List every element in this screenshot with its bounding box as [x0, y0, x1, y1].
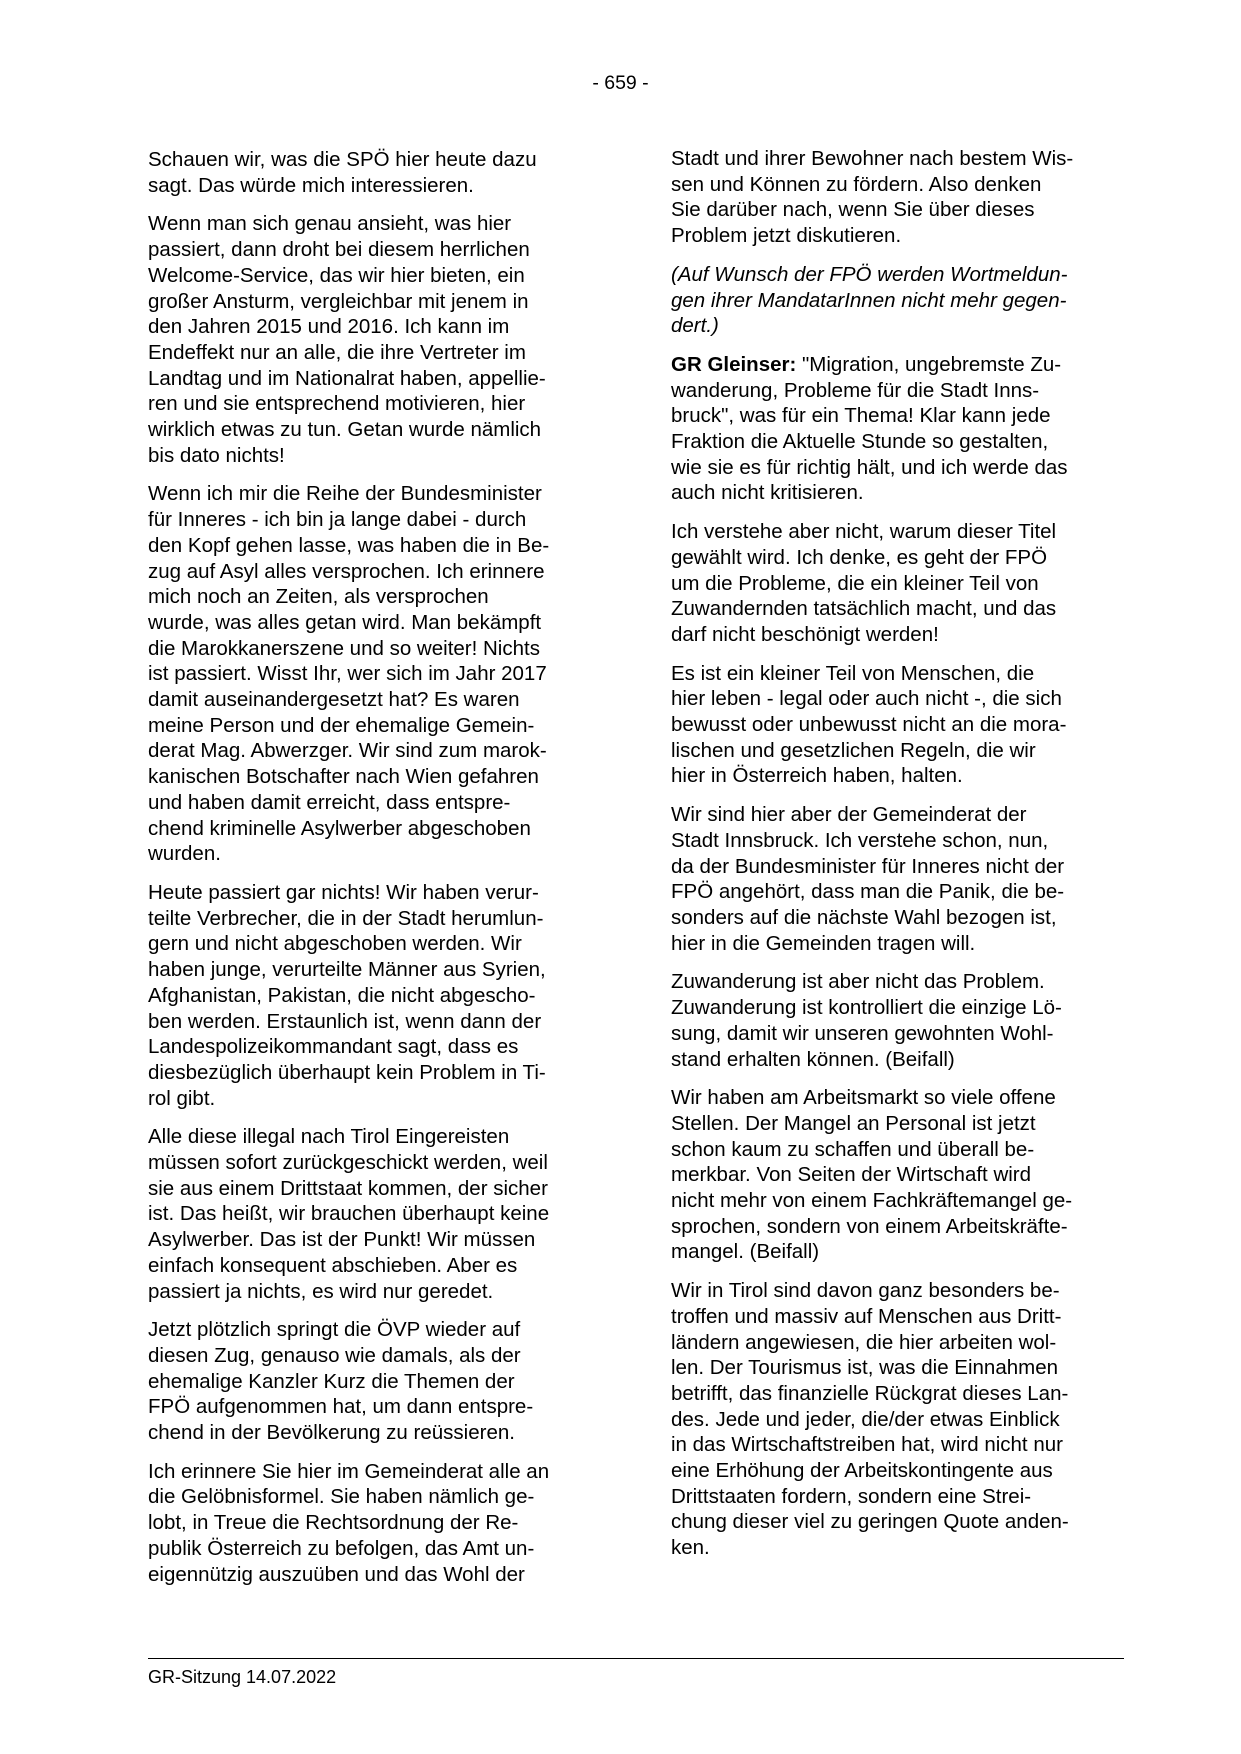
text-line: Afghanistan, Pakistan, die nicht abgescho- — [148, 983, 536, 1007]
paragraph — [148, 1124, 603, 1304]
text-line: ren und sie entsprechend motivieren, hier — [148, 392, 526, 416]
text-line: bis dato nichts! — [148, 443, 285, 467]
paragraph — [671, 969, 1129, 1072]
text-line: für Inneres - ich bin ja lange dabei - durch — [148, 508, 527, 532]
text-line: len. Der Tourismus ist, was die Einnahmen — [671, 1356, 1059, 1380]
text-line: auch nicht kritisieren. — [671, 481, 864, 505]
text-line: damit auseinandergesetzt hat? Es waren — [148, 688, 520, 712]
text-line: kanischen Botschafter nach Wien gefahren — [148, 765, 539, 789]
paragraph — [148, 481, 603, 867]
text-line: des. Jede und jeder, die/der etwas Einblick — [671, 1407, 1060, 1431]
text-line: wirklich etwas zu tun. Getan wurde nämlich — [148, 418, 542, 442]
text-line: Problem jetzt diskutieren. — [671, 224, 902, 248]
text-line: Zuwandernden tatsächlich macht, und das — [671, 597, 1057, 621]
text-line: betrifft, das finanzielle Rückgrat dieses Lan- — [671, 1381, 1069, 1405]
text-line: stand erhalten können. (Beifall) — [671, 1047, 955, 1071]
text-line: die Marokkanerszene und so weiter! Nichts — [148, 636, 540, 660]
text-line: Landespolizeikommandant sagt, dass es — [148, 1035, 519, 1059]
text-line: eigennützig auszuüben und das Wohl der — [148, 1562, 525, 1586]
text-line: passiert, dann droht bei diesem herrlichen — [148, 238, 530, 262]
text-line: zug auf Asyl alles versprochen. Ich erinnere — [148, 559, 545, 583]
text-line: mich noch an Zeiten, als versprochen — [148, 585, 489, 609]
footer-session-date: GR-Sitzung 14.07.2022 — [148, 1667, 337, 1687]
text-line: den Kopf gehen lasse, was haben die in Be- — [148, 533, 550, 557]
text-line: hier in die Gemeinden tragen will. — [671, 931, 976, 955]
text-line: in das Wirtschaftstreiben hat, wird nicht nur — [671, 1433, 1063, 1457]
text-line: Wenn ich mir die Reihe der Bundesminister — [148, 482, 542, 506]
text-line: müssen sofort zurückgeschickt werden, weil — [148, 1151, 548, 1175]
paragraph — [671, 1278, 1129, 1561]
text-line: haben junge, verurteilte Männer aus Syrien, — [148, 958, 546, 982]
text-line: lischen und gesetzlichen Regeln, die wir — [671, 738, 1036, 762]
paragraph — [671, 661, 1129, 790]
page-number: - 659 - — [592, 72, 649, 94]
paragraph — [148, 1459, 603, 1588]
paragraph — [671, 262, 1129, 339]
text-line: schon kaum zu schaffen und überall be- — [671, 1137, 1035, 1161]
footer-divider — [148, 1658, 1124, 1659]
text-line: ben werden. Erstaunlich ist, wenn dann der — [148, 1009, 542, 1033]
text-line: Schauen wir, was die SPÖ hier heute dazu — [148, 148, 537, 171]
text-line: lobt, in Treue die Rechtsordnung der Re- — [148, 1511, 519, 1535]
paragraph — [148, 1317, 603, 1446]
text-line: wie sie es für richtig hält, und ich werde das — [671, 455, 1068, 479]
text-line: gern und nicht abgeschoben werden. Wir — [148, 932, 522, 956]
text-fragment: "Migration, ungebremste Zu- — [796, 352, 1062, 376]
text-line: sagt. Das würde mich interessieren. — [148, 173, 474, 197]
text-line: einfach konsequent abschieben. Aber es — [148, 1253, 518, 1277]
text-line: hier in Österreich haben, halten. — [671, 764, 963, 788]
text-line: chend kriminelle Asylwerber abgeschoben — [148, 816, 531, 840]
text-line: ehemalige Kanzler Kurz die Themen der — [148, 1369, 515, 1393]
text-line: meine Person und der ehemalige Gemein- — [148, 713, 535, 737]
paragraph — [671, 146, 1129, 249]
text-line: merkbar. Von Seiten der Wirtschaft wird — [671, 1163, 1032, 1187]
text-line: (Auf Wunsch der FPÖ werden Wortmeldun- — [671, 262, 1068, 286]
text-line: Landtag und im Nationalrat haben, appellie- — [148, 366, 546, 390]
text-line: Ich erinnere Sie hier im Gemeinderat alle an — [148, 1459, 550, 1483]
text-line: troffen und massiv auf Menschen aus Dritt- — [671, 1304, 1062, 1328]
text-line: Es ist ein kleiner Teil von Menschen, die — [671, 661, 1035, 685]
text-line: mangel. (Beifall) — [671, 1240, 820, 1264]
text-line: diesbezüglich überhaupt kein Problem in Ti- — [148, 1060, 546, 1084]
paragraph — [671, 352, 1129, 506]
text-line: passiert ja nichts, es wird nur geredet. — [148, 1279, 494, 1303]
text-line: Stellen. Der Mangel an Personal ist jetzt — [671, 1111, 1036, 1135]
text-line: Zuwanderung ist kontrolliert die einzige Lö- — [671, 996, 1062, 1020]
paragraph — [671, 802, 1129, 956]
text-line: chung dieser viel zu geringen Quote anden- — [671, 1510, 1069, 1534]
text-line: großer Ansturm, vergleichbar mit jenem in — [148, 289, 529, 313]
text-line: dert.) — [671, 314, 719, 338]
text-line: den Jahren 2015 und 2016. Ich kann im — [148, 315, 510, 339]
text-line: sprochen, sondern von einem Arbeitskräfte- — [671, 1214, 1068, 1238]
text-line: da der Bundesminister für Inneres nicht der — [671, 854, 1065, 878]
text-line: nicht mehr von einem Fachkräftemangel ge- — [671, 1189, 1073, 1213]
text-line: Heute passiert gar nichts! Wir haben verur- — [148, 880, 539, 904]
text-line: ländern angewiesen, die hier arbeiten wol- — [671, 1330, 1057, 1354]
paragraph — [148, 211, 603, 468]
text-line: darf nicht beschönigt werden! — [671, 622, 939, 646]
text-line: gewählt wird. Ich denke, es geht der FPÖ — [671, 545, 1048, 569]
text-line: sie aus einem Drittstaat kommen, der sicher — [148, 1176, 548, 1200]
text-line: sonders auf die nächste Wahl bezogen ist, — [671, 905, 1057, 929]
text-line: wurde, was alles getan wird. Man bekämpft — [148, 610, 542, 634]
text-line: Wenn man sich genau ansieht, was hier — [148, 212, 512, 236]
text-line: publik Österreich zu befolgen, das Amt un- — [148, 1536, 535, 1560]
text-line: hier leben - legal oder auch nicht -, die sich — [671, 687, 1062, 711]
text-line: wurden. — [148, 842, 221, 866]
text-line: Jetzt plötzlich springt die ÖVP wieder auf — [148, 1318, 521, 1342]
text-line: Zuwanderung ist aber nicht das Problem. — [671, 970, 1045, 994]
text-line: teilte Verbrecher, die in der Stadt herumlun- — [148, 906, 544, 930]
text-line: Wir haben am Arbeitsmarkt so viele offene — [671, 1086, 1056, 1110]
left-column — [148, 147, 603, 1600]
text-line: ist. Das heißt, wir brauchen überhaupt keine — [148, 1202, 550, 1226]
text-line: Alle diese illegal nach Tirol Eingereisten — [148, 1125, 510, 1149]
text-line: sen und Können zu fördern. Also denken — [671, 172, 1042, 196]
text-line: rol gibt. — [148, 1086, 216, 1110]
text-line: Drittstaaten fordern, sondern eine Strei- — [671, 1484, 1032, 1508]
text-line: chend in der Bevölkerung zu reüssieren. — [148, 1421, 515, 1445]
text-line: wanderung, Probleme für die Stadt Inns- — [671, 378, 1040, 402]
text-line: diesen Zug, genauso wie damals, als der — [148, 1343, 521, 1367]
text-line: Welcome-Service, das wir hier bieten, ein — [148, 263, 525, 287]
text-line: eine Erhöhung der Arbeitskontingente aus — [671, 1459, 1053, 1483]
text-line: FPÖ aufgenommen hat, um dann entspre- — [148, 1395, 534, 1419]
text-line: die Gelöbnisformel. Sie haben nämlich ge- — [148, 1485, 535, 1509]
paragraph — [671, 1085, 1129, 1265]
text-line: bruck", was für ein Thema! Klar kann jede — [671, 404, 1051, 428]
text-line — [671, 352, 1129, 378]
text-line: gen ihrer MandatarInnen nicht mehr gegen- — [671, 288, 1067, 312]
text-line: Endeffekt nur an alle, die ihre Vertreter im — [148, 340, 526, 364]
text-line: ken. — [671, 1536, 710, 1560]
speaker-name: GR Gleinser: — [671, 352, 797, 376]
paragraph — [671, 519, 1129, 648]
text-line: Fraktion die Aktuelle Stunde so gestalten, — [671, 430, 1049, 454]
text-line: Ich verstehe aber nicht, warum dieser Titel — [671, 520, 1057, 544]
text-line: Asylwerber. Das ist der Punkt! Wir müssen — [148, 1228, 536, 1252]
paragraph — [148, 880, 603, 1111]
text-line: derat Mag. Abwerzger. Wir sind zum marok- — [148, 739, 547, 763]
text-line: und haben damit erreicht, dass entspre- — [148, 790, 511, 814]
text-line: Wir sind hier aber der Gemeinderat der — [671, 803, 1027, 827]
paragraph — [148, 147, 603, 198]
text-line: Sie darüber nach, wenn Sie über dieses — [671, 198, 1035, 222]
text-line: bewusst oder unbewusst nicht an die mora- — [671, 713, 1067, 737]
text-line: Stadt Innsbruck. Ich verstehe schon, nun, — [671, 828, 1049, 852]
text-line: um die Probleme, die ein kleiner Teil von — [671, 571, 1039, 595]
text-line: Wir in Tirol sind davon ganz besonders be- — [671, 1279, 1060, 1303]
text-line: sung, damit wir unseren gewohnten Wohl- — [671, 1021, 1054, 1045]
text-line: Stadt und ihrer Bewohner nach bestem Wis- — [671, 147, 1074, 170]
right-column — [671, 146, 1129, 1574]
text-line: ist passiert. Wisst Ihr, wer sich im Jahr 2017 — [148, 662, 547, 686]
text-line: FPÖ angehört, dass man die Panik, die be- — [671, 880, 1065, 904]
